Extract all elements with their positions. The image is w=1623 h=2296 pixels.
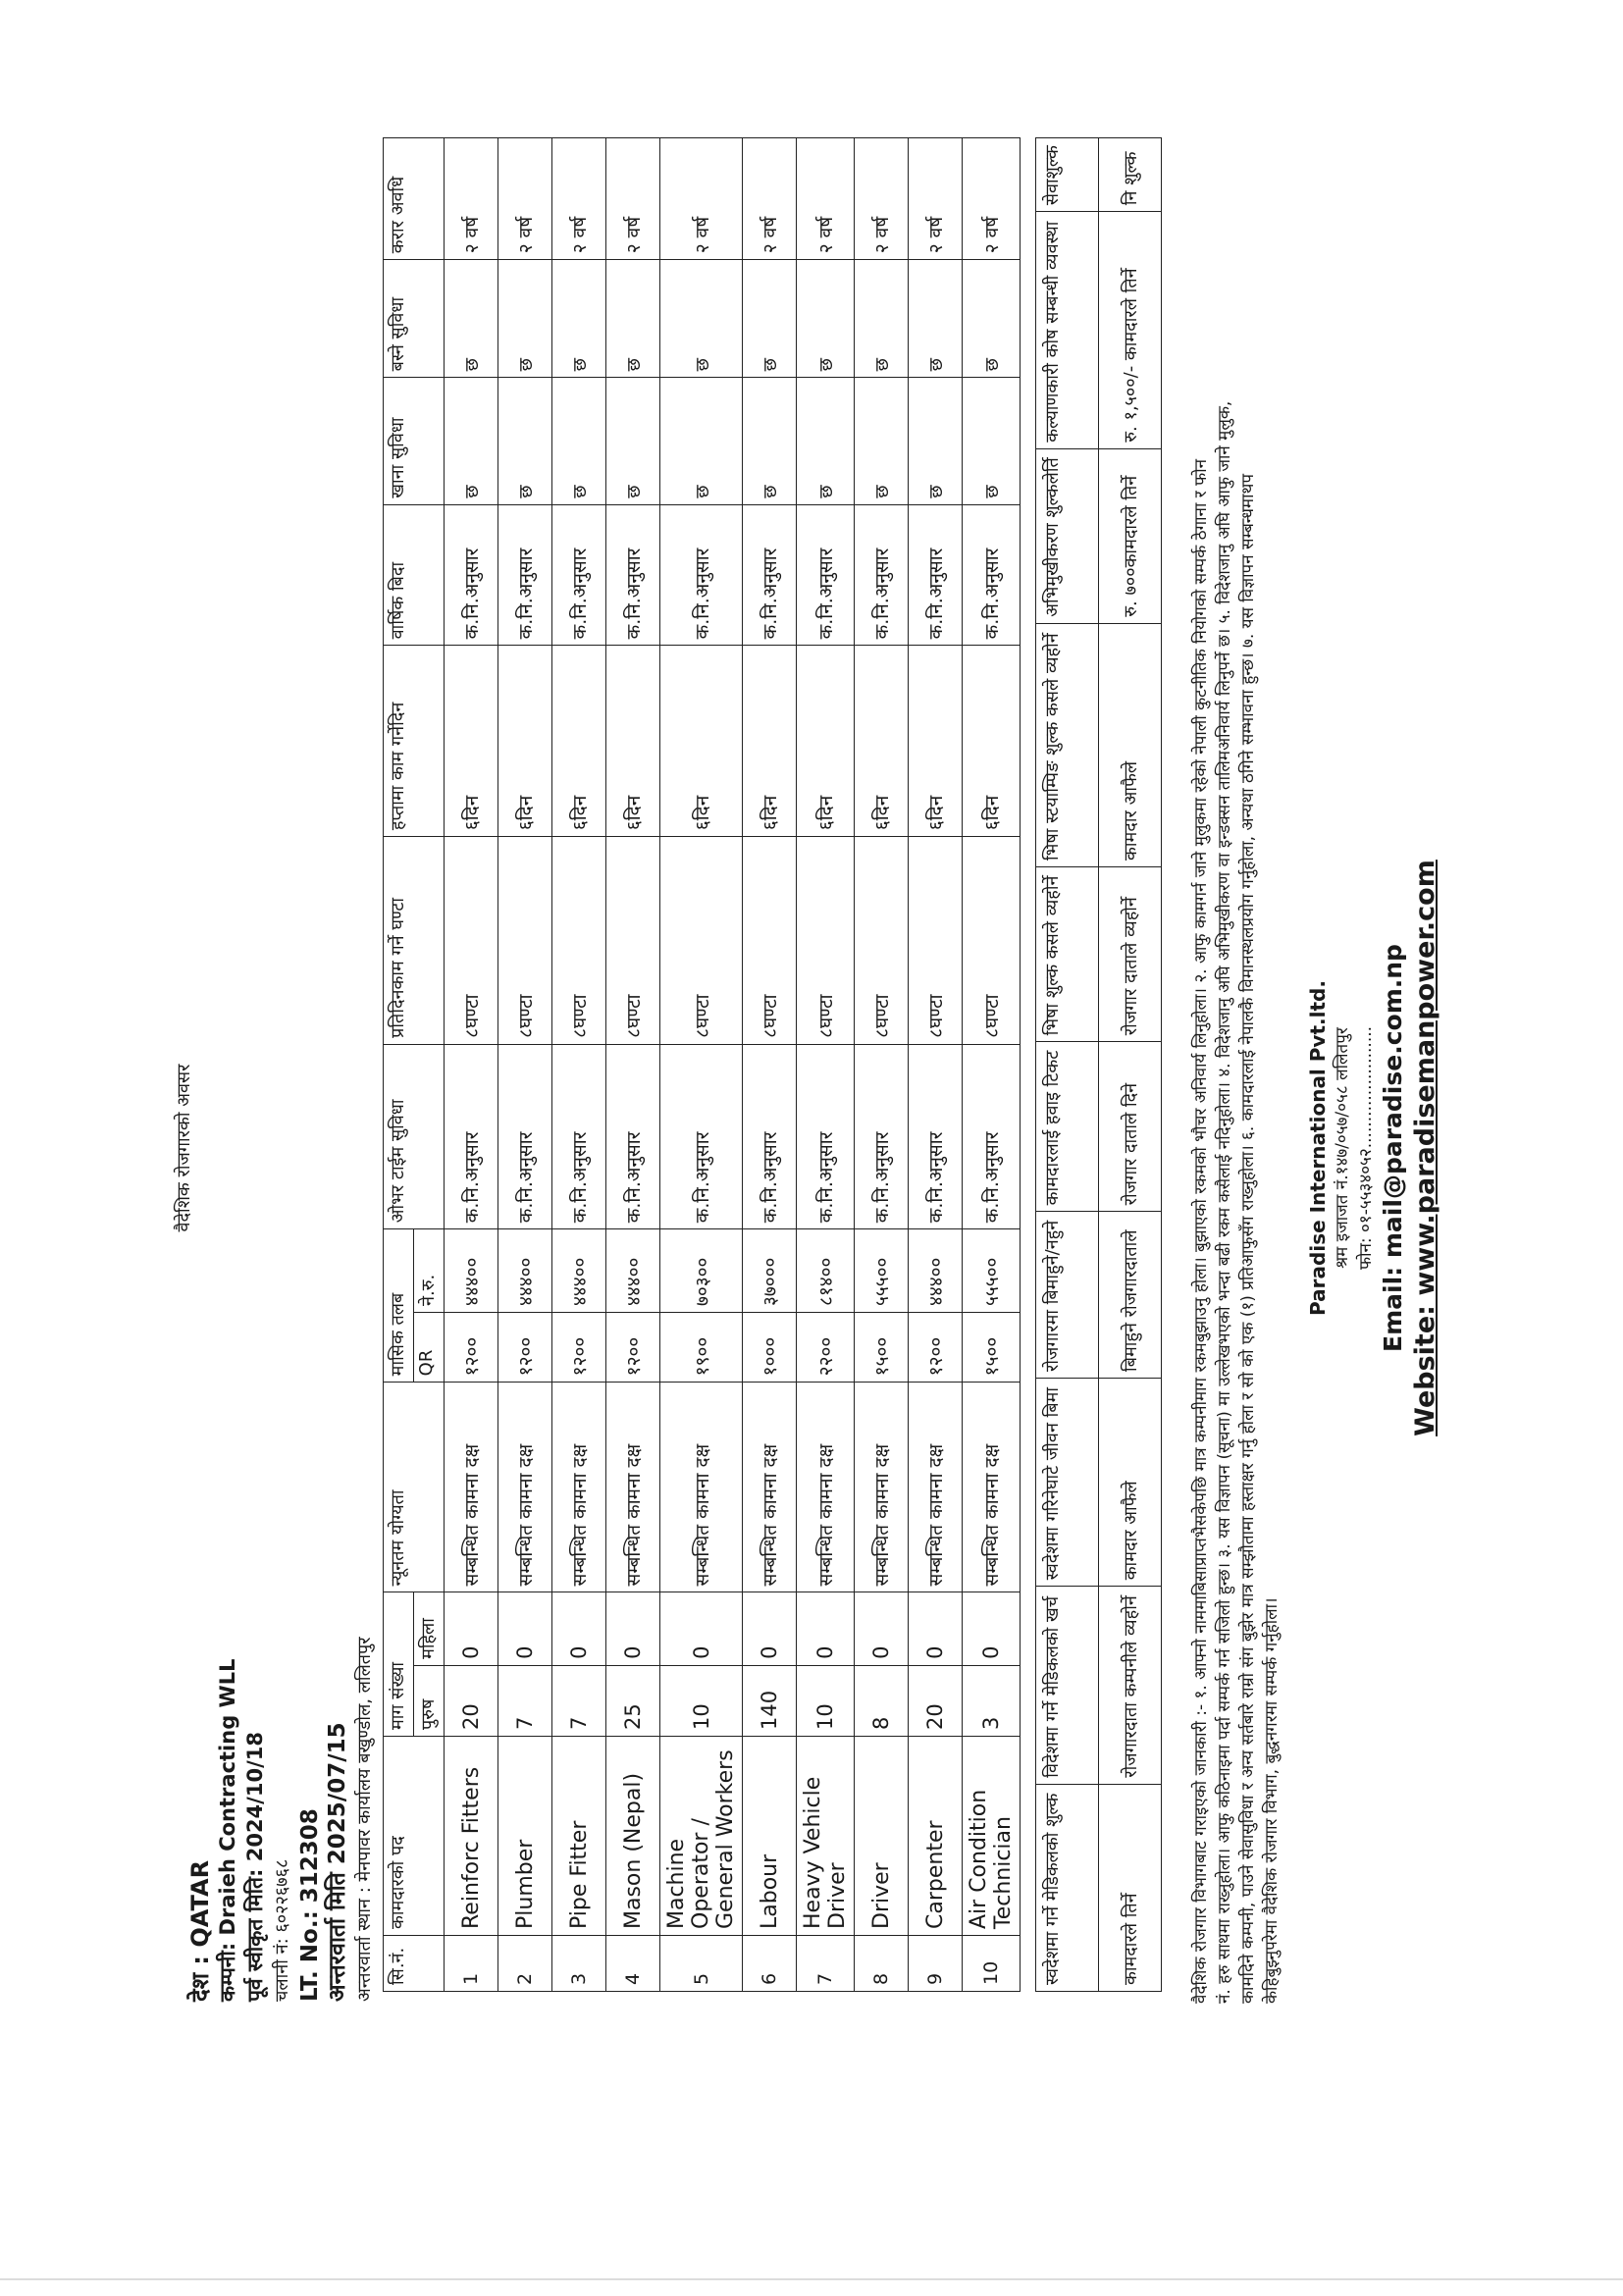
agency-license: श्रम इजाजत नं.१४७/०५७/०५८ ललितपुर: [1333, 1027, 1352, 1269]
cell-qr: १२००: [606, 1313, 660, 1383]
cell-npr: ७०३००: [660, 1229, 743, 1313]
cell-hours: ८घण्टा: [909, 837, 963, 1045]
notice-paragraph: [1189, 130, 1283, 2004]
cell-npr: ४४४००: [606, 1229, 660, 1313]
cell-male: 7: [498, 1665, 552, 1736]
lt-number-line: LT. No.: 312308: [297, 1808, 323, 2002]
cell-leave: क.नि.अनुसार: [552, 504, 606, 646]
cell-qr: २२००: [797, 1313, 855, 1383]
notice-line: वैदेशिक रोजगार विभागबाट गराइएको जानकारी :- १. आफ्नो नाममाबिसाप्राप्तभैसकेपछि मात्र कम्पनीमाग रकमबुझाउनु होला। बुझाएको रकमको भौचर अनिवार्य लिनुहोला। २. आफु कामगर्न जाने मुलुकमा रहेको नेपाली कुटनीतिक नियोगको सम्पर्क ठेगाना र फोन: [1191, 458, 1211, 2004]
table-row: [797, 138, 855, 1992]
cell-npr: ५५५००: [963, 1229, 1021, 1313]
cell-sn: 5: [660, 1936, 743, 1992]
cell-leave: क.नि.अनुसार: [963, 504, 1021, 646]
cell-male: 3: [963, 1665, 1021, 1736]
cell-sn: 4: [606, 1936, 660, 1992]
cell-hours: ८घण्टा: [797, 837, 855, 1045]
cell-qualification: सम्बन्धित कामना दक्ष: [797, 1383, 855, 1592]
cell-days: ६दिन: [855, 646, 909, 837]
country-line: देश : QATAR: [186, 1859, 214, 2002]
cell-housing: छ: [445, 260, 498, 378]
cell-contract: २ वर्ष: [909, 138, 963, 260]
cell-food: छ: [606, 378, 660, 504]
cell-days: ६दिन: [797, 646, 855, 837]
cell-position: Plumber: [498, 1737, 552, 1936]
cell-female: 0: [855, 1592, 909, 1665]
fees-table: [1035, 137, 1162, 1992]
agency-name: Paradise International Pvt.ltd.: [1306, 980, 1330, 1316]
cell-hours: ८घण्टा: [743, 837, 797, 1045]
cell-leave: क.नि.अनुसार: [660, 504, 743, 646]
th-contract: करार अवधि: [384, 138, 445, 260]
th-qualification: न्यूनतम योग्यता: [384, 1383, 445, 1592]
cell-npr: ४४४००: [552, 1229, 606, 1313]
cell-position: Heavy Vehicle Driver: [797, 1737, 855, 1936]
cell-position: Labour: [743, 1737, 797, 1936]
cell-qr: १०००: [743, 1313, 797, 1383]
fees-header-cell: विदेशमा गर्ने मेडिकलको खर्च: [1036, 1587, 1099, 1784]
table-row: [963, 138, 1021, 1992]
interview-date-line: अन्तरवार्ता मिति 2025/07/15: [325, 1722, 350, 2002]
cell-days: ६दिन: [660, 646, 743, 837]
fees-value-cell: रोजगार दाताले व्यहोर्ने: [1099, 866, 1162, 1041]
cell-qr: १२००: [909, 1313, 963, 1383]
cell-qualification: सम्बन्धित कामना दक्ष: [855, 1383, 909, 1592]
cell-food: छ: [797, 378, 855, 504]
cell-housing: छ: [909, 260, 963, 378]
cell-male: 20: [445, 1665, 498, 1736]
cell-days: ६दिन: [963, 646, 1021, 837]
header-block: [186, 1637, 379, 2002]
cell-days: ६दिन: [552, 646, 606, 837]
cell-qualification: सम्बन्धित कामना दक्ष: [498, 1383, 552, 1592]
cell-food: छ: [909, 378, 963, 504]
cell-male: 25: [606, 1665, 660, 1736]
cell-hours: ८घण्टा: [855, 837, 909, 1045]
cell-sn: 7: [797, 1936, 855, 1992]
cell-leave: क.नि.अनुसार: [498, 504, 552, 646]
cell-housing: छ: [660, 260, 743, 378]
cell-npr: ४४४००: [909, 1229, 963, 1313]
cell-leave: क.नि.अनुसार: [855, 504, 909, 646]
cell-qualification: सम्बन्धित कामना दक्ष: [552, 1383, 606, 1592]
cell-position: Driver: [855, 1737, 909, 1936]
cell-housing: छ: [855, 260, 909, 378]
fees-header-cell: स्वदेशमा गर्ने मेडिकलको शुल्क: [1036, 1784, 1099, 1991]
th-position: कामदारको पद: [384, 1737, 445, 1936]
cell-overtime: क.नि.अनुसार: [445, 1044, 498, 1228]
cell-sn: 3: [552, 1936, 606, 1992]
fees-header-cell: अभिमुखीकरण शुल्कलेर्ति: [1036, 448, 1099, 623]
cell-qualification: सम्बन्धित कामना दक्ष: [909, 1383, 963, 1592]
fees-value-cell: नि शुल्क: [1099, 138, 1162, 212]
cell-food: छ: [660, 378, 743, 504]
cell-food: छ: [445, 378, 498, 504]
cell-male: 10: [797, 1665, 855, 1736]
cell-female: 0: [445, 1592, 498, 1665]
cell-overtime: क.नि.अनुसार: [963, 1044, 1021, 1228]
cell-food: छ: [963, 378, 1021, 504]
agency-website-link[interactable]: Website: www.paradisemanpower.com: [1410, 860, 1440, 1436]
cell-contract: २ वर्ष: [498, 138, 552, 260]
cell-days: ६दिन: [498, 646, 552, 837]
cell-housing: छ: [743, 260, 797, 378]
cell-female: 0: [552, 1592, 606, 1665]
cell-overtime: क.नि.अनुसार: [552, 1044, 606, 1228]
table-row: [552, 138, 606, 1992]
cell-male: 10: [660, 1665, 743, 1736]
cell-hours: ८घण्टा: [606, 837, 660, 1045]
cell-leave: क.नि.अनुसार: [606, 504, 660, 646]
fees-header-cell: भिषा शुल्क कसले व्यहोर्ने: [1036, 866, 1099, 1041]
cell-contract: २ वर्ष: [855, 138, 909, 260]
fees-value-cell: कामदार आफैले: [1099, 1378, 1162, 1586]
fees-header-cell: कामदारलाई हवाइ टिकट: [1036, 1042, 1099, 1212]
table-row: [445, 138, 498, 1992]
cell-qualification: सम्बन्धित कामना दक्ष: [660, 1383, 743, 1592]
fees-value-row: [1099, 138, 1162, 1992]
table-row: [660, 138, 743, 1992]
fees-header-cell: सेवाशुल्क: [1036, 138, 1099, 212]
cell-housing: छ: [552, 260, 606, 378]
th-npr: ने.रु.: [414, 1229, 445, 1313]
fees-value-cell: रोजगारदाता कम्पनीले व्यहोर्ने: [1099, 1587, 1162, 1784]
agency-footer: [1305, 0, 1442, 2296]
th-leave: वार्षिक बिदा: [384, 504, 445, 646]
cell-sn: 8: [855, 1936, 909, 1992]
interview-venue-line: अन्तरवार्ता स्थान : मेनपावर कार्यालय बखुण्डोल, ललितपुर: [354, 1637, 375, 2002]
cell-overtime: क.नि.अनुसार: [855, 1044, 909, 1228]
cell-female: 0: [498, 1592, 552, 1665]
fees-value-cell: रु. ७००कामदारले तिर्ने: [1099, 448, 1162, 623]
cell-contract: २ वर्ष: [445, 138, 498, 260]
cell-sn: 6: [743, 1936, 797, 1992]
cell-leave: क.नि.अनुसार: [743, 504, 797, 646]
th-housing: बस्ने सुविधा: [384, 260, 445, 378]
cell-position: Mason (Nepal): [606, 1737, 660, 1936]
cell-food: छ: [552, 378, 606, 504]
cell-sn: 10: [963, 1936, 1021, 1992]
cell-qualification: सम्बन्धित कामना दक्ष: [445, 1383, 498, 1592]
th-qr: QR: [414, 1313, 445, 1383]
cell-hours: ८घण्टा: [963, 837, 1021, 1045]
cell-female: 0: [797, 1592, 855, 1665]
cell-contract: २ वर्ष: [797, 138, 855, 260]
cell-hours: ८घण्टा: [660, 837, 743, 1045]
fees-value-cell: कामदार आफैले: [1099, 623, 1162, 866]
cell-overtime: क.नि.अनुसार: [743, 1044, 797, 1228]
cell-qr: १२००: [498, 1313, 552, 1383]
cell-position: Carpenter: [909, 1737, 963, 1936]
th-male: पुरुष: [414, 1665, 445, 1736]
cell-qr: १९००: [660, 1313, 743, 1383]
cell-leave: क.नि.अनुसार: [909, 504, 963, 646]
table-row: [606, 138, 660, 1992]
cell-position: Air Condition Technician: [963, 1737, 1021, 1936]
cell-female: 0: [660, 1592, 743, 1665]
cell-qr: १५००: [963, 1313, 1021, 1383]
cell-npr: ४४४००: [498, 1229, 552, 1313]
cell-position: Reinforc Fitters: [445, 1737, 498, 1936]
table-row: [909, 138, 963, 1992]
jobs-table: [383, 137, 1021, 1992]
cell-position: Pipe Fitter: [552, 1737, 606, 1936]
cell-contract: २ वर्ष: [963, 138, 1021, 260]
cell-overtime: क.नि.अनुसार: [606, 1044, 660, 1228]
approval-date-line: पूर्व स्वीकृत मिति: 2024/10/18: [243, 1732, 267, 2002]
fees-header-cell: रोजगारमा बिमाहुने/नहुने: [1036, 1212, 1099, 1379]
cell-position: Machine Operator / General Workers: [660, 1737, 743, 1936]
cell-housing: छ: [797, 260, 855, 378]
cell-leave: क.नि.अनुसार: [445, 504, 498, 646]
fees-header-cell: भिषा स्टयाम्पिङ शुल्क कसले व्यहोर्ने: [1036, 623, 1099, 866]
cell-leave: क.नि.अनुसार: [797, 504, 855, 646]
cell-hours: ८घण्टा: [498, 837, 552, 1045]
agency-email-link[interactable]: Email: mail@paradise.com.np: [1379, 944, 1407, 1352]
cell-male: 140: [743, 1665, 797, 1736]
cell-male: 8: [855, 1665, 909, 1736]
cell-days: ६दिन: [445, 646, 498, 837]
th-food: खाना सुविधा: [384, 378, 445, 504]
cell-qr: १२००: [445, 1313, 498, 1383]
company-line: कम्पनी: Draieh Contracting WLL: [216, 1658, 239, 2002]
cell-qualification: सम्बन्धित कामना दक्ष: [743, 1383, 797, 1592]
cell-npr: ३७०००: [743, 1229, 797, 1313]
cell-contract: २ वर्ष: [552, 138, 606, 260]
th-overtime: ओभर टाईम सुविधा: [384, 1044, 445, 1228]
cell-female: 0: [606, 1592, 660, 1665]
cell-housing: छ: [963, 260, 1021, 378]
cell-days: ६दिन: [606, 646, 660, 837]
table-row: [498, 138, 552, 1992]
fees-header-row: [1036, 138, 1099, 1992]
fees-header-cell: कल्याणकारी कोष सम्बन्धी व्यवस्था: [1036, 212, 1099, 449]
cell-female: 0: [743, 1592, 797, 1665]
cell-days: ६दिन: [909, 646, 963, 837]
cell-female: 0: [909, 1592, 963, 1665]
th-days: हप्तामा काम गर्नेदिन: [384, 646, 445, 837]
cell-hours: ८घण्टा: [445, 837, 498, 1045]
cell-sn: 1: [445, 1936, 498, 1992]
chalani-line: चलानी नं: ६०२२६७६८: [272, 1858, 292, 2002]
cell-contract: २ वर्ष: [660, 138, 743, 260]
cell-npr: ४४४००: [445, 1229, 498, 1313]
cell-sn: 9: [909, 1936, 963, 1992]
cell-food: छ: [498, 378, 552, 504]
notice-line: केहिबुझ्नुपरेमा वैदेशिक रोजगार विभाग, बुद्धनगरमा सम्पर्क गर्नुहोला।: [1262, 1597, 1282, 2004]
th-female: महिला: [414, 1592, 445, 1665]
document-title: वैदेशिक रोजगारको अवसर: [174, 1064, 194, 1232]
table-row: [855, 138, 909, 1992]
th-hours: प्रतिदिनकाम गर्ने घण्टा: [384, 837, 445, 1045]
notice-line: कामदिने कम्पनी, पाउने सेवासुविधा र अन्य सर्तबारे राम्रो संग बुझेर मात्र सम्झौतामा हस्ताक्षर गर्नु होला र सो को एक (१) प्रतिआफुसँग राख्नुहोला। ६. कामदारलाई नेपालकै विमानस्थलप्रयोग गर्नुहोला, अन्यथा ठगिने सम्भावना हुन्छ। ७. यस विज्ञापन सम्बन्धमाथप: [1238, 473, 1258, 2004]
cell-qualification: सम्बन्धित कामना दक्ष: [963, 1383, 1021, 1592]
cell-sn: 2: [498, 1936, 552, 1992]
cell-overtime: क.नि.अनुसार: [797, 1044, 855, 1228]
fees-header-cell: स्वदेशमा गरिनेघाटे जीवन बिमा: [1036, 1378, 1099, 1586]
cell-male: 20: [909, 1665, 963, 1736]
cell-hours: ८घण्टा: [552, 837, 606, 1045]
cell-overtime: क.नि.अनुसार: [660, 1044, 743, 1228]
cell-overtime: क.नि.अनुसार: [909, 1044, 963, 1228]
cell-female: 0: [963, 1592, 1021, 1665]
th-sn: सि.नं.: [384, 1936, 445, 1992]
cell-contract: २ वर्ष: [743, 138, 797, 260]
th-salary: मासिक तलब: [384, 1229, 414, 1383]
fees-value-cell: कामदारले तिर्ने: [1099, 1784, 1162, 1991]
cell-food: छ: [743, 378, 797, 504]
cell-qr: १५००: [855, 1313, 909, 1383]
cell-housing: छ: [606, 260, 660, 378]
fees-value-cell: रोजगार दाताले दिने: [1099, 1042, 1162, 1212]
cell-qualification: सम्बन्धित कामना दक्ष: [606, 1383, 660, 1592]
cell-overtime: क.नि.अनुसार: [498, 1044, 552, 1228]
cell-food: छ: [855, 378, 909, 504]
fees-value-cell: रु. १,५००/- कामदारले तिर्ने: [1099, 212, 1162, 449]
cell-npr: ५५५००: [855, 1229, 909, 1313]
agency-phone: फोन: ०१-५५३४०५२.......................: [1356, 1025, 1376, 1271]
th-demand: माग संख्या: [384, 1592, 414, 1737]
cell-days: ६दिन: [743, 646, 797, 837]
cell-housing: छ: [498, 260, 552, 378]
cell-npr: ८१४००: [797, 1229, 855, 1313]
notice-line: नं. हरु साथमा राख्नुहोला। आफु कठिनाइमा पर्दा सम्पर्क गर्न सजिलो हुन्छ। ३. यस विज्ञापन (सूचना) मा उल्लेखभएको भन्दा बढी रकम कसैलाई नदिनुहोला। ४. विदेशजानु अघि अभिमुखीकरण वा इन्डक्सन तालिमअनिवार्य लिनुपर्ने छ। ५. विदेशजानु अघि आफु जाने मुलुक,: [1215, 400, 1234, 2004]
table-row: [743, 138, 797, 1992]
fees-value-cell: बिमाहुने रोजगारदाताले: [1099, 1212, 1162, 1379]
cell-contract: २ वर्ष: [606, 138, 660, 260]
cell-male: 7: [552, 1665, 606, 1736]
cell-qr: १२००: [552, 1313, 606, 1383]
